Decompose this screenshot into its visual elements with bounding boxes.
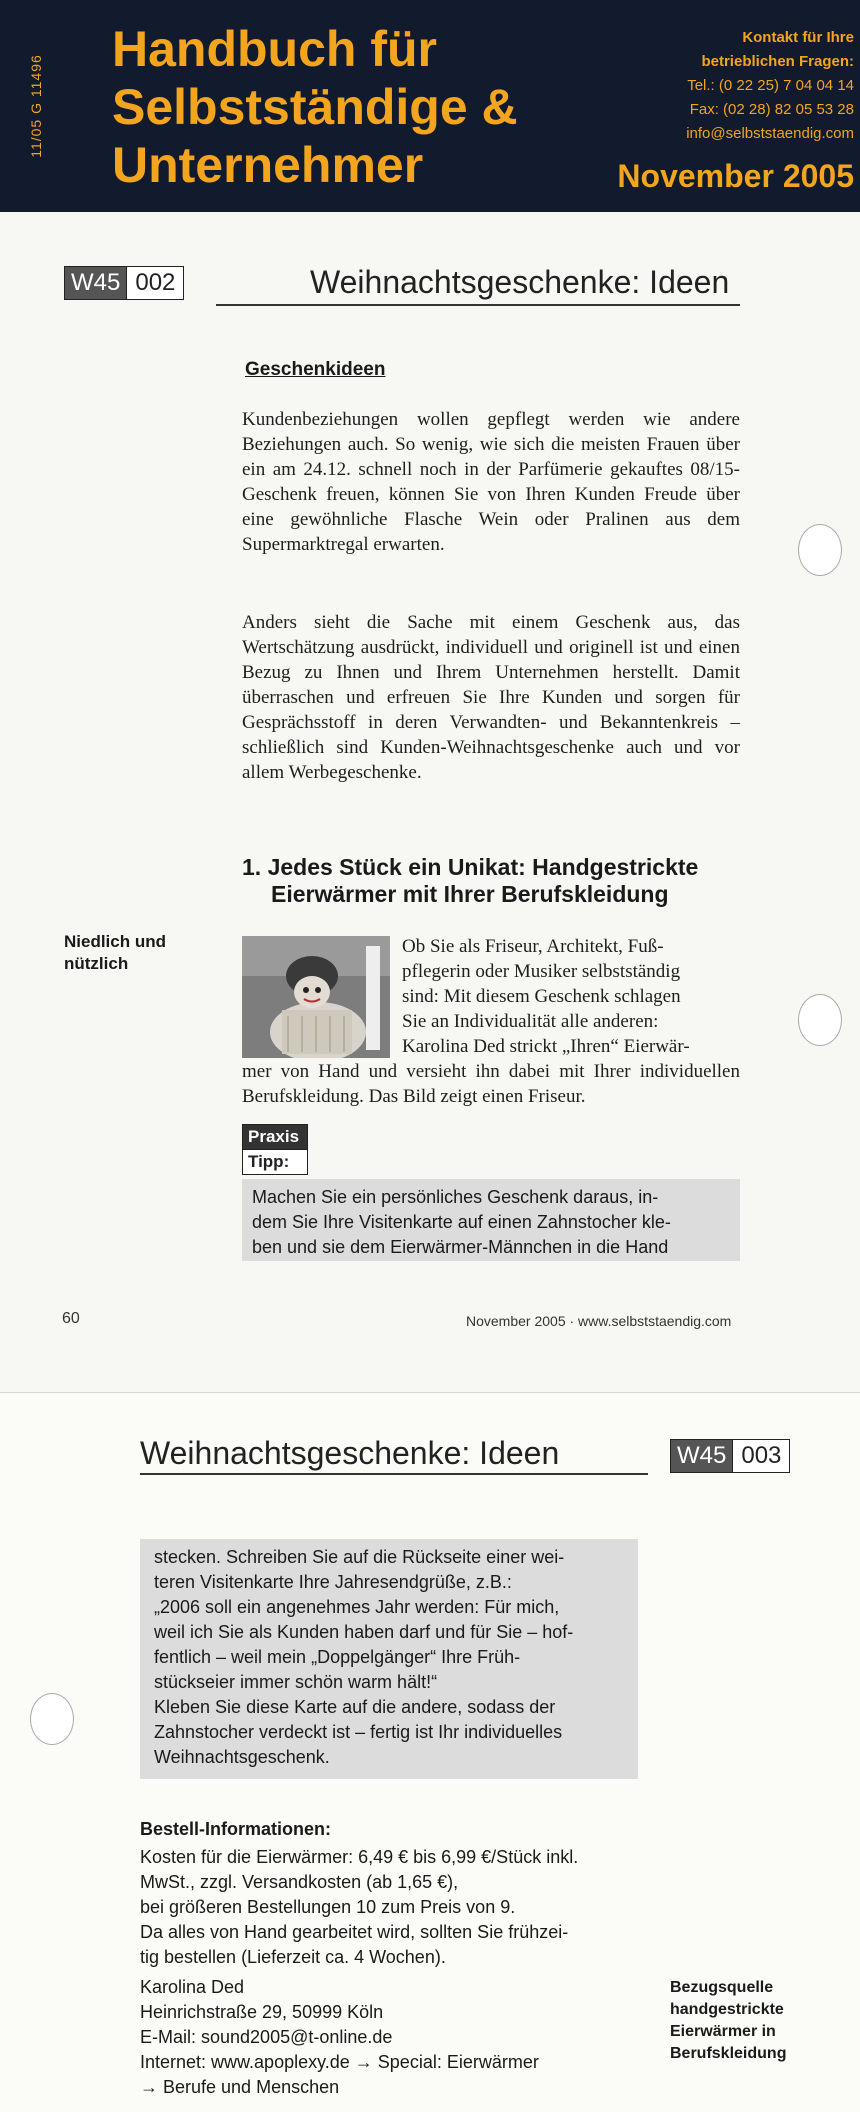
section-title: Weihnachtsgeschenke: Ideen xyxy=(140,1435,560,1471)
tip-line: fentlich – weil mein „Doppelgänger“ Ihre Früh- xyxy=(154,1647,521,1667)
paragraph-2: Anders sieht die Sache mit einem Geschenk aus, das Wertschätzung ausdrückt, individuell und originell ist und einen Bezug zu Ihnen und Ihrem Unternehmen herstellt. Damit überraschen und erfreuen Sie Ihre Kunden und sorgen für Gesprächsstoff in deren Verwandten- und Bekanntenkreis – schließlich sind Kunden-Weihnachtsgeschenke auch und vor allem Werbegeschenke. xyxy=(242,612,740,783)
order-line: Da alles von Hand gearbeitet wird, sollten Sie frühzei- xyxy=(140,1922,569,1942)
praxis-label: Praxis xyxy=(243,1125,307,1149)
source-margin-note xyxy=(670,1977,786,2065)
subheading: Geschenkideen xyxy=(245,359,386,380)
title-line: Unternehmer xyxy=(112,137,424,193)
supplier-name: Karolina Ded xyxy=(140,1977,245,1997)
tip-box-continued xyxy=(140,1539,638,1779)
supplier-email: E-Mail: sound2005@t-online.de xyxy=(140,2027,393,2047)
title-line: Selbstständige & xyxy=(112,79,518,135)
title-line: Handbuch für xyxy=(112,21,437,77)
photo-paragraph-line: Karolina Ded strickt „Ihren“ Eierwär- xyxy=(402,1036,690,1057)
photo-paragraph-line: pflegerin oder Musiker selbstständig xyxy=(402,961,681,982)
section-title: Weihnachtsgeschenke: Ideen xyxy=(310,264,730,300)
order-line: tig bestellen (Lieferzeit ca. 4 Wochen). xyxy=(140,1947,446,1967)
tip-line: Kleben Sie diese Karte auf die andere, sodass der xyxy=(154,1697,556,1717)
page-60 xyxy=(0,212,860,1392)
contact-title-line: betrieblichen Fragen: xyxy=(701,53,854,70)
contact-phone: Tel.: (0 22 25) 7 04 04 14 xyxy=(687,77,854,94)
punch-hole xyxy=(30,1693,74,1745)
issue-date: November 2005 xyxy=(617,158,854,194)
tip-line: Weihnachtsgeschenk. xyxy=(154,1747,330,1767)
tip-line: Machen Sie ein persönliches Geschenk daraus, in- xyxy=(252,1187,659,1207)
margin-note-line: nützlich xyxy=(64,954,129,973)
supplier-address xyxy=(140,1975,660,2100)
title-rule xyxy=(140,1473,648,1475)
margin-note-line: Eierwärmer in xyxy=(670,2023,776,2040)
page-footer: November 2005 · www.selbststaendig.com xyxy=(466,1313,732,1329)
contact-block xyxy=(686,26,854,146)
tip-line: ben und sie dem Eierwärmer-Männchen in die Hand xyxy=(252,1237,669,1257)
tip-label: Tipp: xyxy=(243,1149,307,1174)
paragraph-1: Kundenbeziehungen wollen gepflegt werden wie andere Beziehungen auch. So wenig, wie sich die meisten Frauen über ein am 24.12. schnell noch in der Parfümerie gekauftes 08/15-Geschenk freuen, können Sie von Ihren Kunden Freude über eine gewöhnliche Flasche Wein oder Pralinen aus dem Supermarktregal erwarten. xyxy=(242,409,740,555)
tip-line: dem Sie Ihre Visitenkarte auf einen Zahnstocher kle- xyxy=(252,1212,671,1232)
heading-line-1: Jedes Stück ein Unikat: Handgestrickte xyxy=(267,854,699,880)
photo-paragraph-line: sind: Mit diesem Geschenk schlagen xyxy=(402,986,681,1007)
tip-line: weil ich Sie als Kunden haben darf und für Sie – hof- xyxy=(154,1622,574,1642)
heading-number: 1. xyxy=(242,854,262,880)
tip-line: stecken. Schreiben Sie auf die Rückseite einer wei- xyxy=(154,1547,565,1567)
publication-header xyxy=(0,0,860,212)
contact-fax: Fax: (02 28) 82 05 53 28 xyxy=(689,101,854,118)
egg-warmer-photo xyxy=(242,936,390,1058)
page-61 xyxy=(0,1392,860,2112)
code-number: 003 xyxy=(732,1440,789,1472)
supplier-website-path: → Berufe und Menschen xyxy=(140,2077,340,2097)
heading-line-2: Eierwärmer mit Ihrer Berufskleidung xyxy=(271,881,669,907)
section-code xyxy=(64,266,184,300)
order-heading: Bestell-Informationen: xyxy=(140,1819,332,1839)
photo-paragraph xyxy=(402,934,740,1059)
punch-hole xyxy=(798,524,842,576)
punch-hole xyxy=(798,994,842,1046)
egg-warmer-image xyxy=(242,936,390,1058)
tip-line: Zahnstocher verdeckt ist – fertig ist Ihr individuelles xyxy=(154,1722,563,1742)
title-rule xyxy=(216,304,740,306)
section-code xyxy=(670,1439,790,1473)
contact-title-line: Kontakt für Ihre xyxy=(742,29,854,46)
photo-paragraph-line: Ob Sie als Friseur, Architekt, Fuß- xyxy=(402,936,664,957)
code-number: 002 xyxy=(126,267,183,299)
order-line: bei größeren Bestellungen 10 zum Preis von 9. xyxy=(140,1897,516,1917)
code-prefix: W45 xyxy=(65,267,126,299)
photo-paragraph-continued: mer von Hand und versieht ihn dabei mit Ihrer individuellen Berufskleidung. Das Bild zeigt einen Friseur. xyxy=(242,1061,740,1107)
publication-title xyxy=(112,20,518,194)
supplier-website: Internet: www.apoplexy.de → Special: Eierwärmer xyxy=(140,2052,539,2072)
margin-note-line: Bezugsquelle xyxy=(670,1979,774,1996)
margin-note xyxy=(64,931,166,975)
tip-box xyxy=(242,1179,740,1261)
article-heading xyxy=(242,854,698,881)
order-line: MwSt., zzgl. Versandkosten (ab 1,65 €), xyxy=(140,1872,459,1892)
tip-line: teren Visitenkarte Ihre Jahresendgrüße, z.B.: xyxy=(154,1572,512,1592)
praxis-tip-badge xyxy=(242,1124,308,1175)
supplier-street: Heinrichstraße 29, 50999 Köln xyxy=(140,2002,384,2022)
contact-email: info@selbststaendig.com xyxy=(686,125,854,142)
code-prefix: W45 xyxy=(671,1440,732,1472)
margin-note-line: handgestrickte xyxy=(670,2001,784,2018)
tip-line: „2006 soll ein angenehmes Jahr werden: Für mich, xyxy=(154,1597,560,1617)
margin-note-line: Niedlich und xyxy=(64,932,166,951)
page-number: 60 xyxy=(62,1310,80,1327)
photo-paragraph-line: Sie an Individualität alle anderen: xyxy=(402,1011,659,1032)
issn-code: 11/05 G 11496 xyxy=(28,54,44,158)
margin-note-line: Berufskleidung xyxy=(670,2045,787,2062)
tip-line: stückseier immer schön warm hält!“ xyxy=(154,1672,438,1692)
order-line: Kosten für die Eierwärmer: 6,49 € bis 6,99 €/Stück inkl. xyxy=(140,1847,579,1867)
order-information xyxy=(140,1845,660,1970)
